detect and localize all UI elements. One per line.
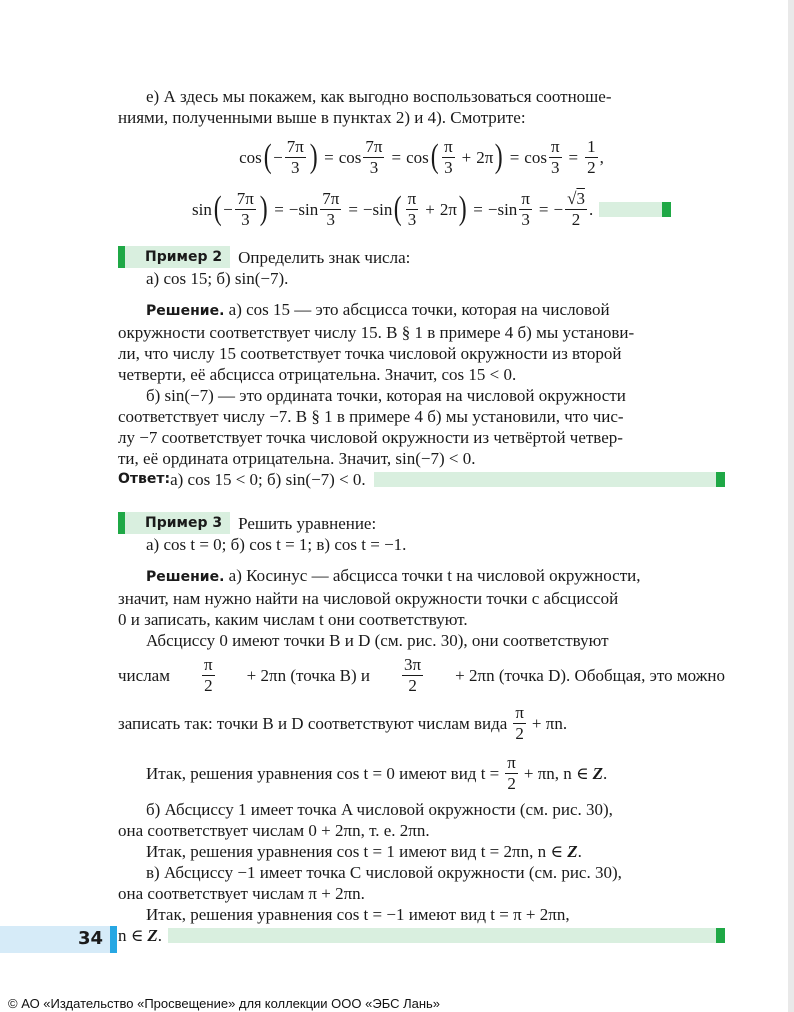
fn-cos: cos bbox=[524, 147, 547, 167]
minus-sign: − bbox=[487, 199, 498, 219]
fn-sin: sin bbox=[497, 199, 518, 219]
text-line: лу −7 соответствует точка числовой окружности из четвёртой четвер- bbox=[118, 428, 623, 447]
text-line: б) sin(−7) — это ордината точки, которая на числовой окружности bbox=[146, 386, 626, 405]
result-a-line bbox=[118, 747, 725, 799]
fraction bbox=[406, 189, 419, 230]
write-line bbox=[118, 699, 725, 747]
minus-sign: − bbox=[273, 147, 283, 167]
denominator: 3 bbox=[291, 157, 300, 177]
minus-sign: − bbox=[362, 199, 373, 219]
end-of-example-bar bbox=[599, 202, 671, 217]
example-title: Определить знак числа: bbox=[238, 247, 411, 267]
end-of-example-bar bbox=[168, 928, 725, 943]
paren-close: ) bbox=[458, 190, 467, 227]
paren-open: ( bbox=[263, 138, 272, 175]
equals: = bbox=[324, 147, 334, 167]
fraction bbox=[320, 189, 341, 230]
numerator: π bbox=[507, 752, 516, 772]
example-label: Пример 2 bbox=[125, 246, 230, 268]
answer-label: Ответ: bbox=[118, 471, 171, 487]
numerator: 3π bbox=[404, 654, 422, 674]
denominator: 2 bbox=[571, 209, 581, 229]
text-line: 0 и записать, каким числам t они соответствуют. bbox=[118, 610, 468, 629]
text: Итак, решения уравнения cos t = 1 имеют вид t = 2πn, n ∈ bbox=[146, 842, 563, 861]
fraction bbox=[585, 137, 598, 178]
fraction bbox=[202, 655, 215, 696]
fn-sin: sin bbox=[372, 199, 393, 219]
text-line: окружности соответствует числу 15. В § 1 в примере 4 б) мы установи- bbox=[118, 323, 635, 342]
sqrt-arg: 3 bbox=[576, 188, 585, 208]
denominator: 2 bbox=[507, 773, 516, 793]
fraction bbox=[442, 137, 455, 178]
paren-close: ) bbox=[309, 138, 318, 175]
period: . bbox=[577, 842, 582, 861]
fraction bbox=[549, 137, 562, 178]
equals: = bbox=[509, 147, 520, 167]
period: . bbox=[588, 199, 594, 219]
fraction bbox=[285, 137, 306, 178]
example-label: Пример 3 bbox=[125, 512, 230, 534]
example-3-heading bbox=[118, 512, 725, 534]
text-line: она соответствует числам 0 + 2πn, т. е. 2πn. bbox=[118, 821, 430, 840]
text: записать так: точки B и D соответствуют числам вида bbox=[118, 713, 508, 733]
text-line: ли, что числу 15 соответствует точка числовой окружности из второй bbox=[118, 344, 622, 363]
solution-label: Решение. bbox=[146, 569, 225, 585]
fraction bbox=[402, 655, 423, 696]
paren-close: ) bbox=[495, 138, 503, 175]
numerator: π bbox=[407, 188, 417, 208]
para-e-line1: е) А здесь мы покажем, как выгодно воспользоваться соотноше- bbox=[146, 87, 612, 106]
copyright-footer: © АО «Издательство «Просвещение» для коллекции ООО «ЭБС Лань» bbox=[8, 996, 441, 1011]
text: n ∈ bbox=[118, 926, 144, 945]
two-pi: 2π bbox=[476, 147, 494, 167]
numerator: √3 bbox=[567, 188, 585, 208]
numerator: 7π bbox=[236, 188, 254, 208]
minus-sign: − bbox=[553, 199, 564, 219]
text-line: а) cos 15 — это абсцисса точки, которая на числовой bbox=[224, 300, 610, 319]
denominator: 2 bbox=[587, 157, 596, 177]
denominator: 3 bbox=[326, 209, 336, 229]
end-of-example-bar bbox=[374, 472, 725, 487]
equals: = bbox=[568, 147, 579, 167]
fn-cos: cos bbox=[406, 147, 429, 167]
example-3-solution-a bbox=[118, 565, 725, 588]
text-line: б) Абсциссу 1 имеет точка A числовой окружности (см. рис. 30), bbox=[146, 800, 613, 819]
equals: = bbox=[538, 199, 549, 219]
fraction bbox=[565, 189, 587, 230]
fraction bbox=[363, 137, 384, 178]
example-2-items: а) cos 15; б) sin(−7). bbox=[146, 269, 289, 288]
fraction bbox=[513, 703, 526, 744]
comma: , bbox=[599, 147, 604, 167]
numerator: 1 bbox=[587, 136, 596, 156]
text: + πn. bbox=[531, 713, 568, 733]
equals: = bbox=[348, 199, 358, 219]
page-content bbox=[118, 86, 725, 946]
text-line: Итак, решения уравнения cos t = −1 имеют вид t = π + 2πn, bbox=[146, 905, 570, 924]
denominator: 3 bbox=[407, 209, 417, 229]
text-line: значит, нам нужно найти на числовой окружности точки с абсциссой bbox=[118, 589, 619, 608]
fn-cos: cos bbox=[338, 147, 362, 167]
paren-close: ) bbox=[259, 190, 268, 227]
result-b-line bbox=[118, 841, 725, 862]
minus-sign: − bbox=[223, 199, 233, 219]
plus-sign: + bbox=[461, 147, 472, 167]
text: числам bbox=[118, 665, 170, 685]
fraction bbox=[505, 753, 518, 794]
text-line: она соответствует числам π + 2πn. bbox=[118, 884, 365, 903]
paren-open: ( bbox=[394, 190, 402, 227]
denominator: 3 bbox=[241, 209, 250, 229]
denominator: 3 bbox=[444, 157, 453, 177]
formula-sin bbox=[118, 186, 725, 232]
minus-sign: − bbox=[288, 199, 299, 219]
equals: = bbox=[391, 147, 402, 167]
numerator: 7π bbox=[286, 136, 304, 156]
paren-open: ( bbox=[430, 138, 439, 175]
numerator: π bbox=[550, 136, 560, 156]
page-edge bbox=[788, 0, 794, 1012]
text: + 2πn (точка D). Обобщая, это можно bbox=[455, 665, 725, 685]
example-2-solution-a bbox=[118, 299, 725, 322]
para-e-line2: ниями, полученными выше в пунктах 2) и 4). Смотрите: bbox=[118, 108, 526, 127]
denominator: 2 bbox=[408, 675, 417, 695]
text: Итак, решения уравнения cos t = 0 имеют вид t = bbox=[146, 763, 500, 783]
denominator: 3 bbox=[521, 209, 530, 229]
numerator: π bbox=[521, 188, 530, 208]
text-line: соответствует числу −7. В § 1 в примере 4 б) мы установили, что чис- bbox=[118, 407, 624, 426]
equals: = bbox=[473, 199, 483, 219]
numerator: 7π bbox=[322, 188, 340, 208]
integers-symbol: Z bbox=[567, 842, 578, 861]
fraction bbox=[519, 189, 532, 230]
example-2-answer bbox=[118, 469, 725, 490]
text-line: Абсциссу 0 имеют точки B и D (см. рис. 30), они соответствуют bbox=[146, 631, 609, 650]
period: . bbox=[603, 763, 608, 783]
integers-symbol: Z bbox=[147, 926, 158, 945]
fn-sin: sin bbox=[298, 199, 319, 219]
numbers-line bbox=[118, 651, 725, 699]
example-tab bbox=[118, 246, 125, 268]
text: + πn, n ∈ bbox=[523, 763, 589, 783]
example-title: Решить уравнение: bbox=[238, 513, 377, 533]
text: + 2πn (точка B) и bbox=[246, 665, 370, 685]
example-3-items: а) cos t = 0; б) cos t = 1; в) cos t = −1. bbox=[146, 535, 407, 554]
numerator: π bbox=[444, 136, 453, 156]
denominator: 2 bbox=[204, 675, 213, 695]
plus-sign: + bbox=[425, 199, 435, 219]
numerator: π bbox=[204, 654, 213, 674]
formula-cos bbox=[118, 134, 725, 180]
text-line: четверти, её абсцисса отрицательна. Значит, cos 15 < 0. bbox=[118, 365, 517, 384]
fraction bbox=[235, 189, 256, 230]
solution-label: Решение. bbox=[146, 303, 225, 319]
numerator: π bbox=[515, 702, 524, 722]
period: . bbox=[157, 926, 162, 945]
denominator: 3 bbox=[551, 157, 560, 177]
numerator: 7π bbox=[365, 136, 383, 156]
denominator: 3 bbox=[369, 157, 379, 177]
result-c-end bbox=[118, 925, 725, 946]
page-number-tab bbox=[110, 926, 117, 953]
fn-cos: cos bbox=[239, 147, 262, 167]
page-number: 34 bbox=[78, 928, 104, 949]
example-2-heading bbox=[118, 246, 725, 268]
paren-open: ( bbox=[213, 190, 222, 227]
integers-symbol: Z bbox=[592, 763, 604, 783]
two-pi: 2π bbox=[439, 199, 457, 219]
text-line: ти, её ордината отрицательна. Значит, sin(−7) < 0. bbox=[118, 449, 476, 468]
text-line: в) Абсциссу −1 имеет точка C числовой окружности (см. рис. 30), bbox=[146, 863, 622, 882]
answer-text: а) cos 15 < 0; б) sin(−7) < 0. bbox=[170, 470, 366, 489]
denominator: 2 bbox=[515, 723, 524, 743]
equals: = bbox=[274, 199, 284, 219]
text-line: а) Косинус — абсцисса точки t на числовой окружности, bbox=[224, 566, 641, 585]
example-tab bbox=[118, 512, 125, 534]
fn-sin: sin bbox=[192, 199, 212, 219]
